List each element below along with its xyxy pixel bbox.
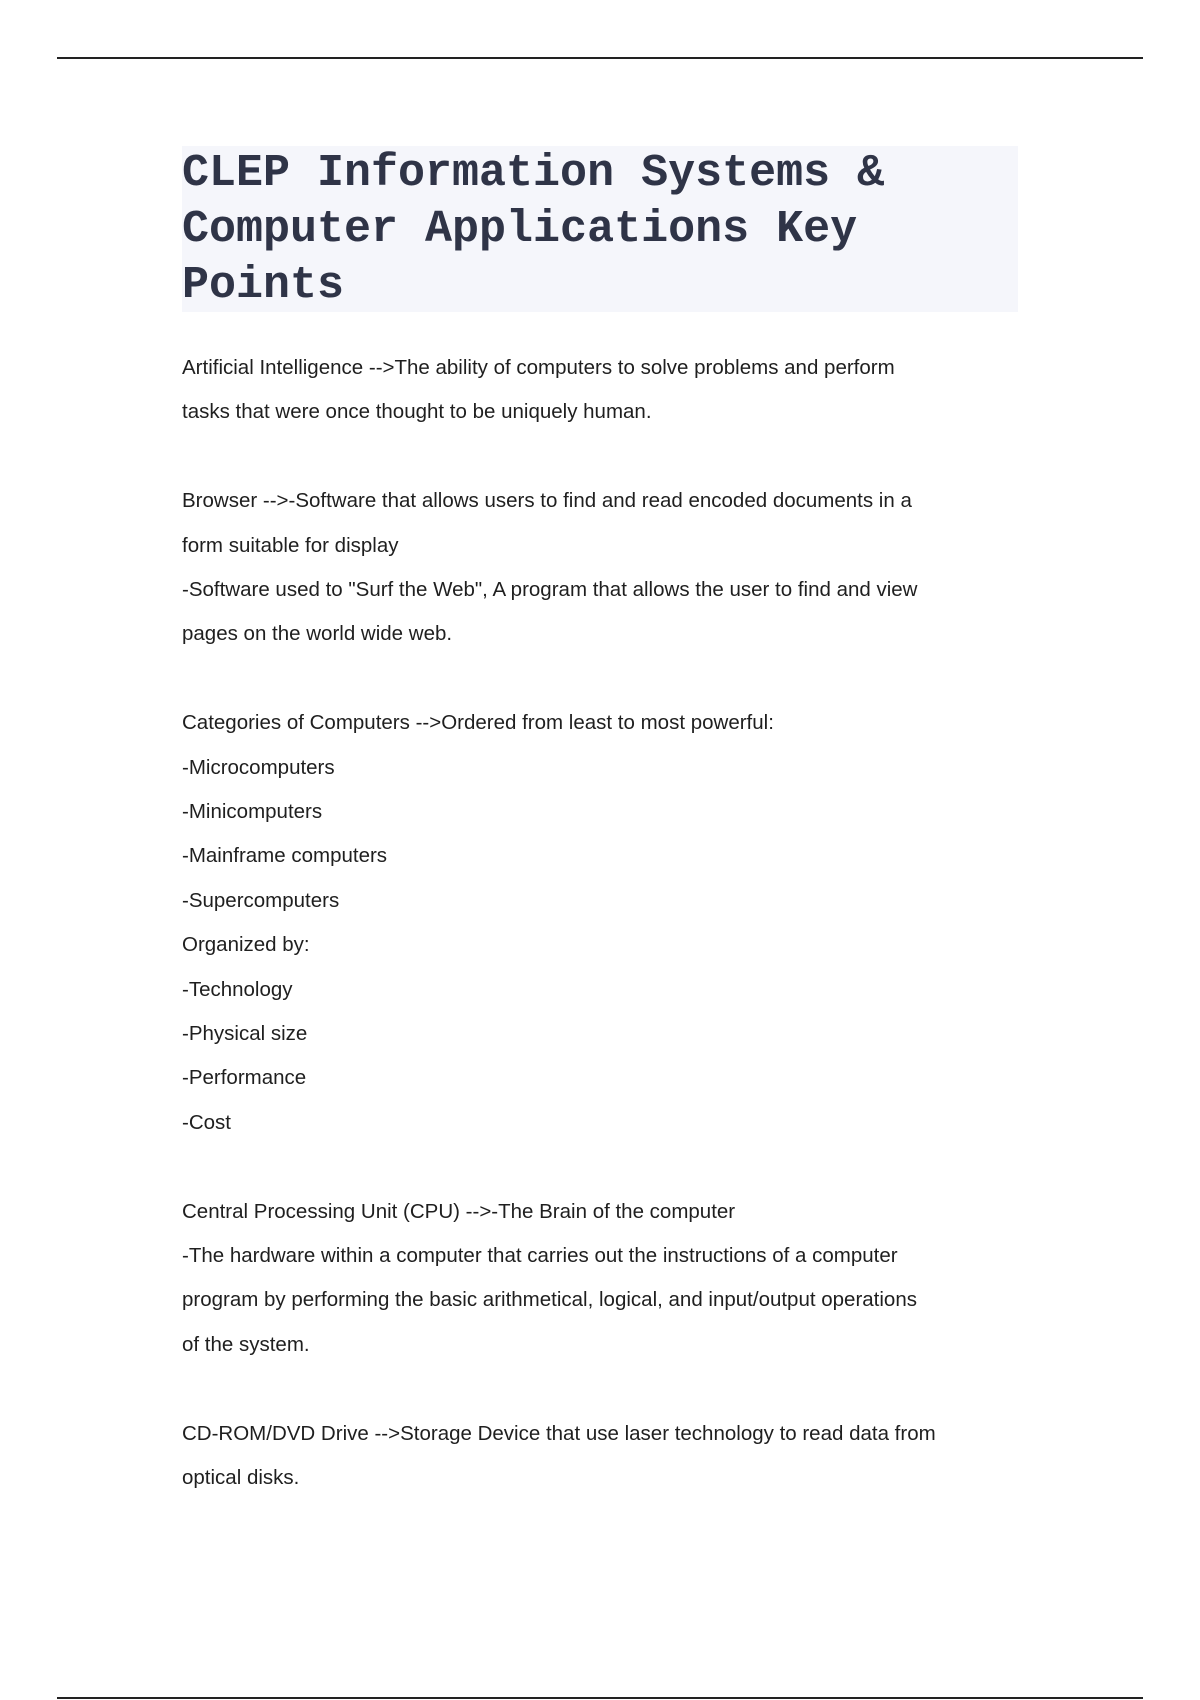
entry-line: -The hardware within a computer that carries out the instructions of a computer [182, 1244, 898, 1268]
title-line-3: Points [182, 260, 345, 311]
entry-line: -Microcomputers [182, 755, 335, 779]
entry-cd-rom-dvd-drive [182, 1412, 1022, 1501]
entry-line: program by performing the basic arithmetical, logical, and input/output operations [182, 1288, 917, 1312]
top-divider [57, 57, 1143, 59]
entry-line: tasks that were once thought to be uniquely human. [182, 400, 652, 424]
entry-line: -Supercomputers [182, 888, 340, 912]
entry-line: Browser -->-Software that allows users to find and read encoded documents in a [182, 489, 912, 513]
entry-line: optical disks. [182, 1466, 300, 1490]
entry-line: Categories of Computers -->Ordered from least to most powerful: [182, 711, 774, 735]
entry-line: Artificial Intelligence -->The ability of computers to solve problems and perform [182, 356, 895, 379]
entry-line: Central Processing Unit (CPU) -->-The Brain of the computer [182, 1199, 736, 1223]
entry-central-processing-unit [182, 1190, 1022, 1368]
entry-line: of the system. [182, 1332, 310, 1356]
bottom-divider [57, 1697, 1143, 1699]
entry-line: Organized by: [182, 933, 310, 957]
entry-artificial-intelligence [182, 346, 1022, 435]
entry-line: form suitable for display [182, 533, 399, 557]
title-banner [182, 146, 1018, 312]
entry-categories-of-computers [182, 701, 1022, 1145]
entry-line: -Cost [182, 1110, 231, 1134]
entry-line: -Minicomputers [182, 800, 323, 824]
entry-browser [182, 479, 1022, 657]
entry-line: -Performance [182, 1066, 307, 1090]
entry-line: -Physical size [182, 1022, 308, 1046]
entry-line: CD-ROM/DVD Drive -->Storage Device that use laser technology to read data from [182, 1421, 936, 1445]
title-line-2: Computer Applications Key [182, 204, 858, 255]
document-body [182, 346, 1022, 1545]
title-line-1: CLEP Information Systems & [182, 148, 885, 199]
entry-line: -Technology [182, 977, 293, 1001]
entry-line: -Mainframe computers [182, 844, 388, 868]
entry-line: -Software used to "Surf the Web", A program that allows the user to find and view [182, 578, 918, 602]
entry-line: pages on the world wide web. [182, 622, 453, 646]
document-title [182, 146, 1018, 314]
